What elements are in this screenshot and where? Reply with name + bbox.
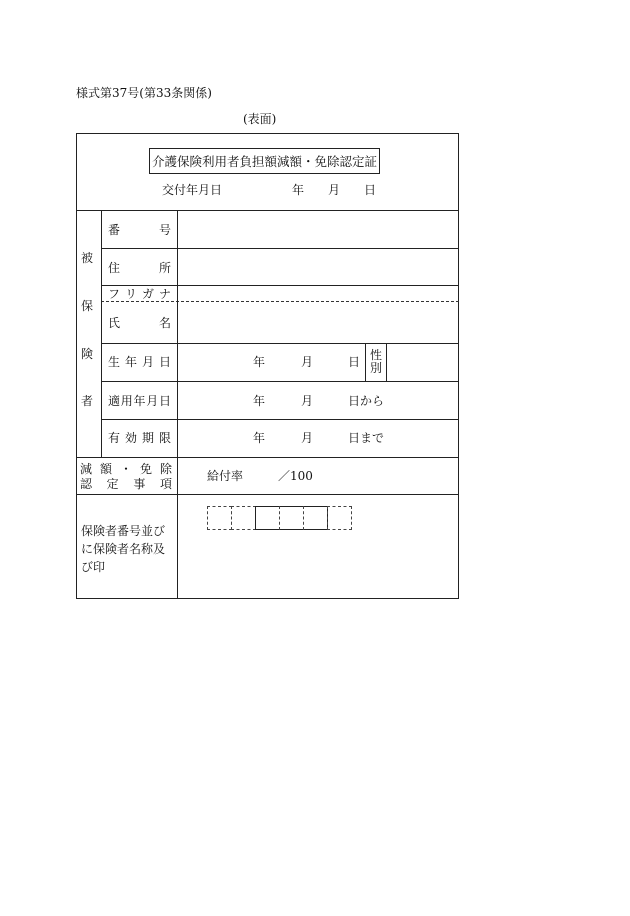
row-divider-birth [101,381,459,382]
benefit-rate-value: ／100 [278,469,313,483]
face-label: (表面) [243,112,277,126]
insurer-number-sep-1 [279,506,280,530]
expiry-until-label: 日まで [348,431,385,445]
birth-date-label: 生 年 月 日 [108,355,171,369]
col-divider-label [177,210,178,599]
insured-char-4: 者 [81,394,94,408]
issue-date-label: 交付年月日 [162,183,223,197]
applicable-date-label: 適 用 年 月 日 [108,394,171,408]
benefit-rate-label: 給付率 [207,469,244,483]
reduction-label-line1: 減 額 ・ 免 除 [80,462,172,476]
birth-year-label: 年 [253,355,266,369]
row-divider-applicable [101,419,459,420]
row-divider-name [101,343,459,344]
row-divider-top [76,210,459,211]
insured-char-1: 被 [81,251,94,265]
number-label: 番 号 [108,223,171,237]
reduction-label-line2: 認 定 事 項 [80,477,172,491]
expiry-year-label: 年 [253,431,266,445]
issue-year-label: 年 [292,183,305,197]
birth-day-label: 日 [348,355,361,369]
expiry-label: 有 効 期 限 [108,431,171,445]
expiry-month-label: 月 [301,431,314,445]
insurer-number-sep-2 [303,506,304,530]
insurer-number-box-main [255,506,328,530]
certificate-title-text: 介護保険利用者負担額減額・免除認定証 [151,154,377,169]
birth-month-label: 月 [301,355,314,369]
row-divider-reduction [76,494,459,495]
name-label: 氏 名 [108,316,171,330]
furigana-divider [101,301,459,302]
insurer-number-box-2 [231,506,256,530]
issue-day-label: 日 [364,183,377,197]
gender-label: 性別 [370,348,383,375]
insurer-number-box-6 [327,506,352,530]
furigana-label: フ リ ガ ナ [108,287,171,301]
applicable-from-label: 日から [348,394,385,408]
col-divider-group [101,210,102,457]
issue-month-label: 月 [328,183,341,197]
applicable-month-label: 月 [301,394,314,408]
applicable-year-label: 年 [253,394,266,408]
form-reference: 様式第37号(第33条関係) [76,86,212,100]
address-label: 住 所 [108,261,171,275]
row-divider-expiry [76,457,459,458]
row-divider-address [101,285,459,286]
col-divider-gender-right [386,343,387,381]
certificate-title [149,148,380,174]
insurer-number-box-1 [207,506,232,530]
insured-char-2: 保 [81,299,94,313]
col-divider-gender-left [365,343,366,381]
insured-char-3: 険 [81,347,94,361]
insurer-label: 保険者番号並びに保険者名称及び印 [81,524,166,574]
row-divider-number [101,248,459,249]
